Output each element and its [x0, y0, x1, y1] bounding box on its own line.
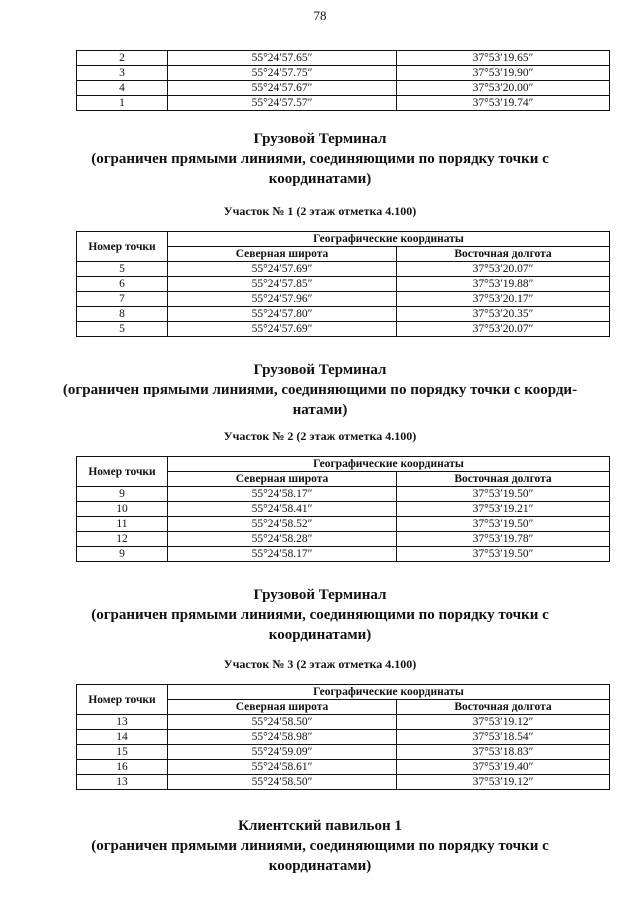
table-row	[77, 277, 610, 292]
point-number-cell: 9	[77, 487, 168, 502]
page-number: 78	[313, 8, 327, 23]
longitude-cell: 37°53′19.90″	[397, 66, 610, 81]
table-row	[77, 715, 610, 730]
point-number-cell: 13	[77, 715, 168, 730]
section-1-description-cont: координатами)	[268, 171, 372, 187]
header-longitude: Восточная долгота	[397, 472, 610, 487]
table-row	[77, 532, 610, 547]
header-point-number: Номер точки	[77, 457, 168, 487]
header-latitude: Северная широта	[168, 472, 397, 487]
table-row	[77, 66, 610, 81]
section-4-title: Клиентский павильон 1	[238, 818, 402, 834]
section-2-description: (ограничен прямыми линиями, соединяющими по порядку точки с коорди-	[62, 382, 578, 398]
point-number-cell: 6	[77, 277, 168, 292]
table-row	[77, 96, 610, 111]
latitude-cell: 55°24′58.41″	[168, 502, 397, 517]
latitude-cell: 55°24′58.17″	[168, 547, 397, 562]
point-number-cell: 1	[77, 96, 168, 111]
point-number-cell: 8	[77, 307, 168, 322]
point-number-cell: 11	[77, 517, 168, 532]
point-number-cell: 14	[77, 730, 168, 745]
section-4-description: (ограничен прямыми линиями, соединяющими по порядку точки с	[91, 838, 549, 854]
table-row	[77, 745, 610, 760]
longitude-cell: 37°53′19.40″	[397, 760, 610, 775]
section-3-description: (ограничен прямыми линиями, соединяющими по порядку точки с	[91, 607, 549, 623]
coords-table-continued	[76, 50, 610, 111]
table-row	[77, 322, 610, 337]
latitude-cell: 55°24′57.85″	[168, 277, 397, 292]
table-row	[77, 547, 610, 562]
table-row	[77, 487, 610, 502]
table-row	[77, 730, 610, 745]
section-1-title: Грузовой Терминал	[253, 131, 387, 147]
coords-table-2	[76, 456, 610, 562]
header-geo-coords: Географические координаты	[168, 685, 610, 700]
point-number-cell: 13	[77, 775, 168, 790]
header-point-number: Номер точки	[77, 685, 168, 715]
longitude-cell: 37°53′18.83″	[397, 745, 610, 760]
coords-table-3	[76, 684, 610, 790]
longitude-cell: 37°53′20.07″	[397, 262, 610, 277]
table-row	[77, 775, 610, 790]
section-1-subtitle: Участок № 1 (2 этаж отметка 4.100)	[223, 204, 417, 218]
point-number-cell: 5	[77, 262, 168, 277]
point-number-cell: 2	[77, 51, 168, 66]
latitude-cell: 55°24′57.67″	[168, 81, 397, 96]
header-longitude: Восточная долгота	[397, 247, 610, 262]
latitude-cell: 55°24′58.52″	[168, 517, 397, 532]
longitude-cell: 37°53′19.88″	[397, 277, 610, 292]
table-row	[77, 307, 610, 322]
header-point-number: Номер точки	[77, 232, 168, 262]
longitude-cell: 37°53′20.35″	[397, 307, 610, 322]
section-3-description-cont: координатами)	[268, 627, 372, 643]
latitude-cell: 55°24′58.50″	[168, 715, 397, 730]
point-number-cell: 7	[77, 292, 168, 307]
longitude-cell: 37°53′19.78″	[397, 532, 610, 547]
section-1-description: (ограничен прямыми линиями, соединяющими по порядку точки с	[91, 151, 549, 167]
latitude-cell: 55°24′58.28″	[168, 532, 397, 547]
longitude-cell: 37°53′19.12″	[397, 775, 610, 790]
latitude-cell: 55°24′57.57″	[168, 96, 397, 111]
longitude-cell: 37°53′19.50″	[397, 487, 610, 502]
longitude-cell: 37°53′19.74″	[397, 96, 610, 111]
point-number-cell: 3	[77, 66, 168, 81]
table-row	[77, 292, 610, 307]
latitude-cell: 55°24′58.98″	[168, 730, 397, 745]
point-number-cell: 16	[77, 760, 168, 775]
longitude-cell: 37°53′19.50″	[397, 547, 610, 562]
header-latitude: Северная широта	[168, 700, 397, 715]
latitude-cell: 55°24′59.09″	[168, 745, 397, 760]
point-number-cell: 9	[77, 547, 168, 562]
longitude-cell: 37°53′20.17″	[397, 292, 610, 307]
table-row	[77, 51, 610, 66]
section-2-subtitle: Участок № 2 (2 этаж отметка 4.100)	[223, 429, 417, 443]
point-number-cell: 15	[77, 745, 168, 760]
header-latitude: Северная широта	[168, 247, 397, 262]
longitude-cell: 37°53′18.54″	[397, 730, 610, 745]
longitude-cell: 37°53′20.00″	[397, 81, 610, 96]
point-number-cell: 5	[77, 322, 168, 337]
longitude-cell: 37°53′19.12″	[397, 715, 610, 730]
section-2-title: Грузовой Терминал	[253, 362, 387, 378]
latitude-cell: 55°24′57.96″	[168, 292, 397, 307]
section-2-description-cont: натами)	[292, 402, 348, 418]
latitude-cell: 55°24′57.80″	[168, 307, 397, 322]
section-4-description-cont: координатами)	[268, 858, 372, 874]
point-number-cell: 4	[77, 81, 168, 96]
longitude-cell: 37°53′20.07″	[397, 322, 610, 337]
table-row	[77, 502, 610, 517]
latitude-cell: 55°24′57.75″	[168, 66, 397, 81]
latitude-cell: 55°24′57.69″	[168, 322, 397, 337]
latitude-cell: 55°24′58.50″	[168, 775, 397, 790]
coords-table-1	[76, 231, 610, 337]
latitude-cell: 55°24′58.61″	[168, 760, 397, 775]
header-longitude: Восточная долгота	[397, 700, 610, 715]
longitude-cell: 37°53′19.21″	[397, 502, 610, 517]
latitude-cell: 55°24′57.65″	[168, 51, 397, 66]
table-row	[77, 517, 610, 532]
longitude-cell: 37°53′19.65″	[397, 51, 610, 66]
point-number-cell: 10	[77, 502, 168, 517]
header-geo-coords: Географические координаты	[168, 457, 610, 472]
latitude-cell: 55°24′57.69″	[168, 262, 397, 277]
longitude-cell: 37°53′19.50″	[397, 517, 610, 532]
point-number-cell: 12	[77, 532, 168, 547]
header-geo-coords: Географические координаты	[168, 232, 610, 247]
table-row	[77, 262, 610, 277]
table-row	[77, 81, 610, 96]
table-row	[77, 760, 610, 775]
section-3-title: Грузовой Терминал	[253, 587, 387, 603]
latitude-cell: 55°24′58.17″	[168, 487, 397, 502]
section-3-subtitle: Участок № 3 (2 этаж отметка 4.100)	[223, 657, 417, 671]
